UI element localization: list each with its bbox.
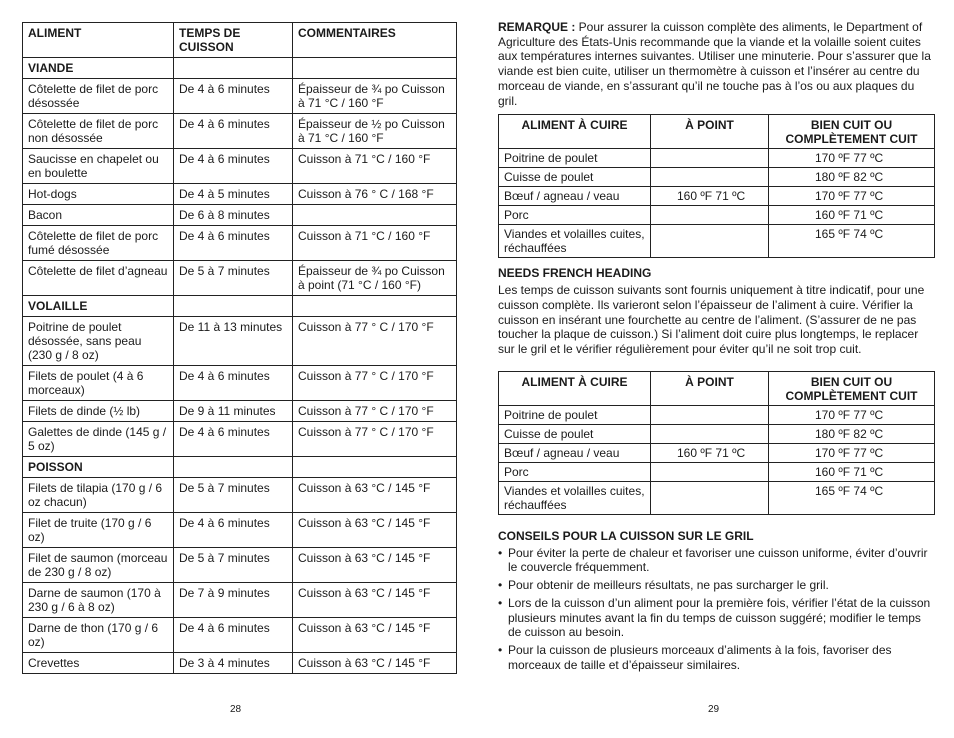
needs-heading: NEEDS FRENCH HEADING	[498, 266, 652, 281]
page-number-right: 29	[708, 704, 720, 715]
header-commentaires: COMMENTAIRES	[293, 23, 457, 58]
cell-temps: De 4 à 6 minutes	[174, 149, 293, 184]
tip-item	[498, 643, 934, 672]
temp-cell-bien-cuit: 165 ºF 74 ºC	[769, 481, 935, 514]
cooking-times-table	[22, 22, 457, 674]
temp-row	[499, 149, 935, 168]
cell-aliment: Côtelette de filet de porc non désossée	[23, 114, 174, 149]
cell-commentaires: Cuisson à 77 ° C / 170 °F	[293, 366, 457, 401]
empty-cell	[293, 58, 457, 79]
cell-commentaires: Cuisson à 76 ° C / 168 °F	[293, 184, 457, 205]
temp-cell-a-point: 160 ºF 71 ºC	[651, 187, 769, 206]
temp-cell-aliment: Poitrine de poulet	[499, 405, 651, 424]
table-row	[23, 401, 457, 422]
temp-cell-aliment: Porc	[499, 206, 651, 225]
section-row	[23, 457, 457, 478]
tip-item	[498, 578, 934, 593]
table-row	[23, 366, 457, 401]
temp-cell-bien-cuit: 170 ºF 77 ºC	[769, 187, 935, 206]
temp-header-bien-cuit: BIEN CUIT OU COMPLÈTEMENT CUIT	[769, 371, 935, 405]
temp-header-row	[499, 115, 935, 149]
cell-temps: De 6 à 8 minutes	[174, 205, 293, 226]
cell-temps: De 5 à 7 minutes	[174, 478, 293, 513]
cell-commentaires: Cuisson à 71 °C / 160 °F	[293, 149, 457, 184]
table-row	[23, 226, 457, 261]
table-row	[23, 422, 457, 457]
temp-header-aliment: ALIMENT À CUIRE	[499, 371, 651, 405]
table-row	[23, 618, 457, 653]
temp-cell-bien-cuit: 160 ºF 71 ºC	[769, 462, 935, 481]
temp-cell-bien-cuit: 160 ºF 71 ºC	[769, 206, 935, 225]
table-row	[23, 261, 457, 296]
cell-temps: De 5 à 7 minutes	[174, 548, 293, 583]
temp-cell-a-point	[651, 462, 769, 481]
cell-aliment: Darne de saumon (170 à 230 g / 6 à 8 oz)	[23, 583, 174, 618]
temp-row	[499, 225, 935, 258]
temp-cell-a-point	[651, 225, 769, 258]
temp-row	[499, 443, 935, 462]
table-row	[23, 79, 457, 114]
table-row	[23, 205, 457, 226]
cell-commentaires: Cuisson à 63 °C / 145 °F	[293, 478, 457, 513]
temp-cell-a-point	[651, 206, 769, 225]
cell-temps: De 5 à 7 minutes	[174, 261, 293, 296]
cell-aliment: Filets de dinde (½ lb)	[23, 401, 174, 422]
cell-commentaires: Cuisson à 77 ° C / 170 °F	[293, 401, 457, 422]
temperature-table	[498, 114, 935, 258]
temp-row	[499, 424, 935, 443]
temp-cell-aliment: Viandes et volailles cuites, réchauffées	[499, 481, 651, 514]
cell-commentaires	[293, 205, 457, 226]
tip-item	[498, 596, 934, 640]
cell-commentaires: Cuisson à 63 °C / 145 °F	[293, 513, 457, 548]
temp-header-bien-cuit: BIEN CUIT OU COMPLÈTEMENT CUIT	[769, 115, 935, 149]
temp-cell-a-point	[651, 405, 769, 424]
section-label: POISSON	[23, 457, 174, 478]
cell-aliment: Crevettes	[23, 653, 174, 674]
bullet-icon: •	[498, 578, 503, 593]
page-number-left: 28	[230, 704, 242, 715]
temperature-table-repeat	[498, 371, 935, 515]
temp-cell-bien-cuit: 170 ºF 77 ºC	[769, 149, 935, 168]
temp-header-aliment: ALIMENT À CUIRE	[499, 115, 651, 149]
temp-cell-aliment: Poitrine de poulet	[499, 149, 651, 168]
temp-cell-bien-cuit: 180 ºF 82 ºC	[769, 168, 935, 187]
temp-row	[499, 462, 935, 481]
table-row	[23, 149, 457, 184]
remark-paragraph	[498, 20, 934, 108]
cell-commentaires: Épaisseur de ¾ po Cuisson à 71 °C / 160 °F	[293, 79, 457, 114]
cell-aliment: Darne de thon (170 g / 6 oz)	[23, 618, 174, 653]
cell-commentaires: Cuisson à 63 °C / 145 °F	[293, 653, 457, 674]
right-page	[498, 20, 934, 675]
remark-label: REMARQUE :	[498, 20, 576, 34]
cell-aliment: Côtelette de filet d’agneau	[23, 261, 174, 296]
temp-header-a-point: À POINT	[651, 371, 769, 405]
cell-aliment: Côtelette de filet de porc désossée	[23, 79, 174, 114]
temp-cell-aliment: Bœuf / agneau / veau	[499, 187, 651, 206]
needs-paragraph: Les temps de cuisson suivants sont fournis uniquement à titre indicatif, pour une cuisson complète. Ils varieront selon l’épaisseur de l’aliment à cuire. Vérifier la cuisson en insérant une fourchette au centre de l’aliment. (S’assurer de ne pas toucher la plaque de cuisson.) Si l’aliment doit cuire plus longtemps, le replacer sur le gril et le vérifier régulièrement pour éviter qu’il ne soit trop cuit.	[498, 283, 925, 357]
cell-temps: De 4 à 6 minutes	[174, 513, 293, 548]
table-row	[23, 478, 457, 513]
cell-commentaires: Cuisson à 63 °C / 145 °F	[293, 548, 457, 583]
table-row	[23, 653, 457, 674]
temp-cell-a-point: 160 ºF 71 ºC	[651, 443, 769, 462]
cell-commentaires: Épaisseur de ½ po Cuisson à 71 °C / 160 °F	[293, 114, 457, 149]
empty-cell	[293, 296, 457, 317]
cell-aliment: Filets de poulet (4 à 6 morceaux)	[23, 366, 174, 401]
section-label: VOLAILLE	[23, 296, 174, 317]
temp-row	[499, 187, 935, 206]
cell-temps: De 4 à 6 minutes	[174, 618, 293, 653]
temp-row	[499, 206, 935, 225]
table-header-row	[23, 23, 457, 58]
temp-cell-bien-cuit: 180 ºF 82 ºC	[769, 424, 935, 443]
cell-temps: De 4 à 6 minutes	[174, 422, 293, 457]
tip-text: Pour obtenir de meilleurs résultats, ne pas surcharger le gril.	[508, 578, 829, 593]
cell-aliment: Hot-dogs	[23, 184, 174, 205]
empty-cell	[174, 296, 293, 317]
cell-commentaires: Cuisson à 71 °C / 160 °F	[293, 226, 457, 261]
table-row	[23, 548, 457, 583]
cell-temps: De 4 à 5 minutes	[174, 184, 293, 205]
tip-text: Pour la cuisson de plusieurs morceaux d’aliments à la fois, favoriser des morceaux de taille et d’épaisseur similaires.	[508, 642, 892, 672]
cell-commentaires: Cuisson à 63 °C / 145 °F	[293, 583, 457, 618]
cell-aliment: Filets de tilapia (170 g / 6 oz chacun)	[23, 478, 174, 513]
cell-commentaires: Épaisseur de ¾ po Cuisson à point (71 °C / 160 °F)	[293, 261, 457, 296]
cell-commentaires: Cuisson à 77 ° C / 170 °F	[293, 317, 457, 366]
section-row	[23, 296, 457, 317]
empty-cell	[174, 457, 293, 478]
cell-temps: De 7 à 9 minutes	[174, 583, 293, 618]
cell-aliment: Filet de saumon (morceau de 230 g / 8 oz)	[23, 548, 174, 583]
temp-cell-bien-cuit: 170 ºF 77 ºC	[769, 405, 935, 424]
temp-row	[499, 168, 935, 187]
temp-cell-a-point	[651, 149, 769, 168]
table-row	[23, 583, 457, 618]
empty-cell	[174, 58, 293, 79]
temp-cell-aliment: Cuisse de poulet	[499, 424, 651, 443]
tip-text: Lors de la cuisson d’un aliment pour la première fois, vérifier l’état de la cuisson plusieurs minutes avant la fin du temps de cuisson suggéré; modifier le temps de cuisson au besoin.	[508, 595, 931, 640]
bullet-icon: •	[498, 642, 503, 657]
temp-cell-bien-cuit: 170 ºF 77 ºC	[769, 443, 935, 462]
temp-cell-aliment: Porc	[499, 462, 651, 481]
tips-heading: CONSEILS POUR LA CUISSON SUR LE GRIL	[498, 528, 754, 543]
tips-list	[498, 546, 934, 673]
cell-temps: De 11 à 13 minutes	[174, 317, 293, 366]
temp-cell-aliment: Cuisse de poulet	[499, 168, 651, 187]
section-label: VIANDE	[23, 58, 174, 79]
table-row	[23, 317, 457, 366]
temp-cell-bien-cuit: 165 ºF 74 ºC	[769, 225, 935, 258]
cell-commentaires: Cuisson à 63 °C / 145 °F	[293, 618, 457, 653]
header-temps: TEMPS DE CUISSON	[174, 23, 293, 58]
cell-aliment: Galettes de dinde (145 g / 5 oz)	[23, 422, 174, 457]
temp-header-a-point: À POINT	[651, 115, 769, 149]
cell-temps: De 4 à 6 minutes	[174, 366, 293, 401]
cell-aliment: Saucisse en chapelet ou en boulette	[23, 149, 174, 184]
tip-text: Pour éviter la perte de chaleur et favoriser une cuisson uniforme, éviter d’ouvrir le couvercle fréquemment.	[508, 545, 928, 575]
cell-temps: De 4 à 6 minutes	[174, 114, 293, 149]
tip-item	[498, 546, 934, 575]
bullet-icon: •	[498, 545, 503, 560]
temp-cell-aliment: Bœuf / agneau / veau	[499, 443, 651, 462]
temp-cell-aliment: Viandes et volailles cuites, réchauffées	[499, 225, 651, 258]
cell-temps: De 4 à 6 minutes	[174, 226, 293, 261]
empty-cell	[293, 457, 457, 478]
temp-row	[499, 405, 935, 424]
left-page	[22, 22, 456, 674]
temp-cell-a-point	[651, 481, 769, 514]
remark-text: Pour assurer la cuisson complète des aliments, le Department of Agriculture des États-Unis recommande que la viande et la volaille soient cuites aux températures internes suivantes. Utiliser une minuterie. Pour s’assurer que la viande est bien cuite, utiliser un thermomètre à cuisson et l’insérer au centre du morceau de viande, en s’assurant qu’il ne touche pas à l’os ou aux plaques du gril.	[498, 20, 931, 108]
cell-temps: De 9 à 11 minutes	[174, 401, 293, 422]
temp-row	[499, 481, 935, 514]
cell-temps: De 4 à 6 minutes	[174, 79, 293, 114]
cell-aliment: Poitrine de poulet désossée, sans peau (230 g / 8 oz)	[23, 317, 174, 366]
table-row	[23, 513, 457, 548]
cell-aliment: Côtelette de filet de porc fumé désossée	[23, 226, 174, 261]
cell-aliment: Filet de truite (170 g / 6 oz)	[23, 513, 174, 548]
temp-cell-a-point	[651, 168, 769, 187]
cell-temps: De 3 à 4 minutes	[174, 653, 293, 674]
header-aliment: ALIMENT	[23, 23, 174, 58]
table-row	[23, 184, 457, 205]
cell-commentaires: Cuisson à 77 ° C / 170 °F	[293, 422, 457, 457]
temp-cell-a-point	[651, 424, 769, 443]
temp-header-row	[499, 371, 935, 405]
cell-aliment: Bacon	[23, 205, 174, 226]
table-row	[23, 114, 457, 149]
bullet-icon: •	[498, 595, 503, 610]
section-row	[23, 58, 457, 79]
